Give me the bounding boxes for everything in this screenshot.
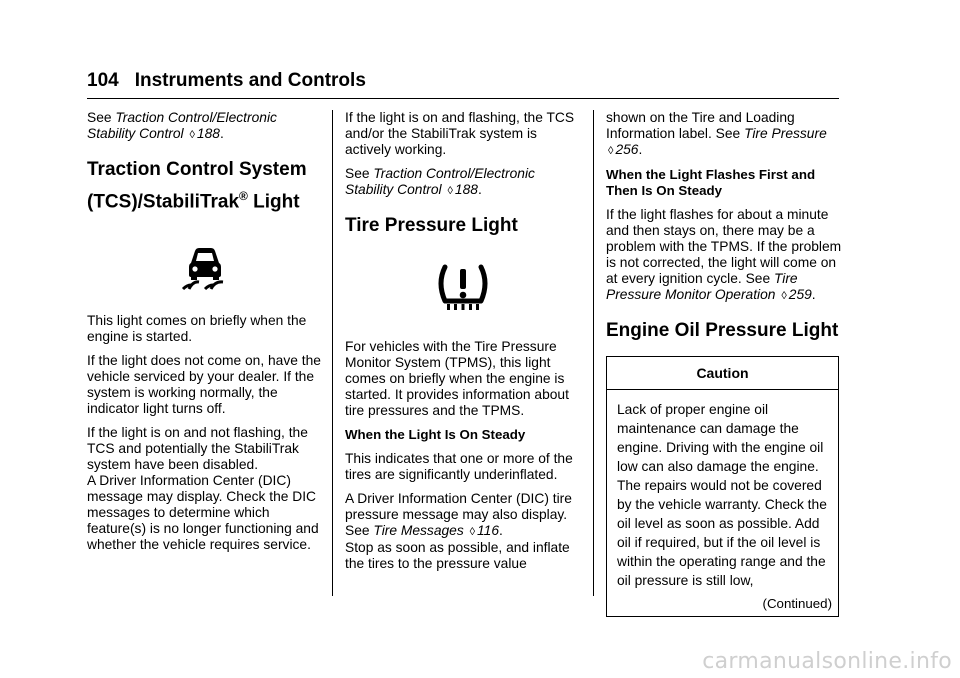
continued-label: (Continued) [762,596,832,611]
paragraph: If the light is on and flashing, the TCS and/or the StabiliTrak system is actively working. [345,110,575,157]
caution-title: Caution [607,357,838,390]
reference-page[interactable]: 188 [454,182,478,197]
paragraph: If the light is on and not flashing, the TCS and potentially the StabiliTrak system have been disabled. [87,425,308,473]
heading-tcs-light: Traction Control System (TCS)/StabiliTrak® Light [87,159,307,213]
reference-link[interactable]: Tire Pressure Monitor Operation [606,271,798,302]
page-header [87,70,839,92]
subheading: When the Light Is On Steady [345,427,526,442]
column-divider-2 [593,110,594,596]
page-ref-icon: ◊ [469,526,476,538]
reference-link[interactable]: Traction Control/Electronic Stability Control [87,110,277,141]
traction-control-icon [87,243,323,291]
paragraph: This indicates that one or more of the tires are significantly underinflated. [345,451,573,482]
column-1 [87,110,323,561]
reference-page[interactable]: 256 [615,142,639,157]
see-reference: See Traction Control/Electronic Stability Control ◊ 188. [87,110,277,141]
page-number: 104 [87,70,119,91]
tire-pressure-icon [345,261,581,313]
caution-box [606,356,839,617]
column-2 [345,110,581,580]
paragraph: For vehicles with the Tire Pressure Monitor System (TPMS), this light comes on briefly when the engine is started. It provides information about tire pressures and the TPMS. [345,339,569,418]
page-ref-icon: ◊ [608,145,614,157]
reference-link[interactable]: Traction Control/Electronic Stability Control [345,166,535,197]
reference-link[interactable]: Tire Pressure [744,126,827,141]
watermark: carmanualsonline.info [702,649,952,674]
paragraph: A Driver Information Center (DIC) tire pressure message may also display. See Tire Messages ◊ 116. Stop as soon as possible, and inflate the tires to the pressure value [345,491,572,571]
heading-engine-oil-pressure-light: Engine Oil Pressure Light [606,320,839,341]
page-ref-icon: ◊ [781,290,787,302]
heading-tire-pressure-light: Tire Pressure Light [345,215,518,236]
reference-page[interactable]: 116 [477,523,500,538]
caution-body: Lack of proper engine oil maintenance can damage the engine. Driving with the engine oil low can also damage the engine. The repairs would not be covered by the vehicle warranty. Check the oil level as soon as possible. Add oil if required, but if the oil level is within the operating range and the oil pressure is still low, [617,402,827,588]
reference-page[interactable]: 188 [196,126,220,141]
subheading: When the Light Flashes First and Then Is On Steady [606,167,816,198]
see-reference: See Traction Control/Electronic Stability Control ◊ 188. [345,166,535,197]
page-ref-icon: ◊ [189,129,195,141]
reference-page[interactable]: 259 [788,287,812,302]
reference-link[interactable]: Tire Messages [373,523,464,538]
section-title: Instruments and Controls [134,70,366,91]
page-ref-icon: ◊ [447,185,453,197]
paragraph: If the light flashes for about a minute and then stays on, there may be a problem with the TPMS. If the problem is not corrected, the light will come on at every ignition cycle. See Tire Pressure Monitor Operation ◊ 259. [606,207,842,302]
column-divider-1 [332,110,333,596]
paragraph: shown on the Tire and Loading Information label. See Tire Pressure ◊ 256. [606,110,827,157]
paragraph: This light comes on briefly when the engine is started. [87,313,307,345]
header-rule [87,98,839,99]
column-3 [606,110,842,617]
paragraph: If the light does not come on, have the vehicle serviced by your dealer. If the system is working normally, the indicator light turns off. [87,353,321,417]
paragraph: A Driver Information Center (DIC) message may display. Check the DIC messages to determine which feature(s) is no longer functioning and whether the vehicle requires service. [87,473,319,553]
